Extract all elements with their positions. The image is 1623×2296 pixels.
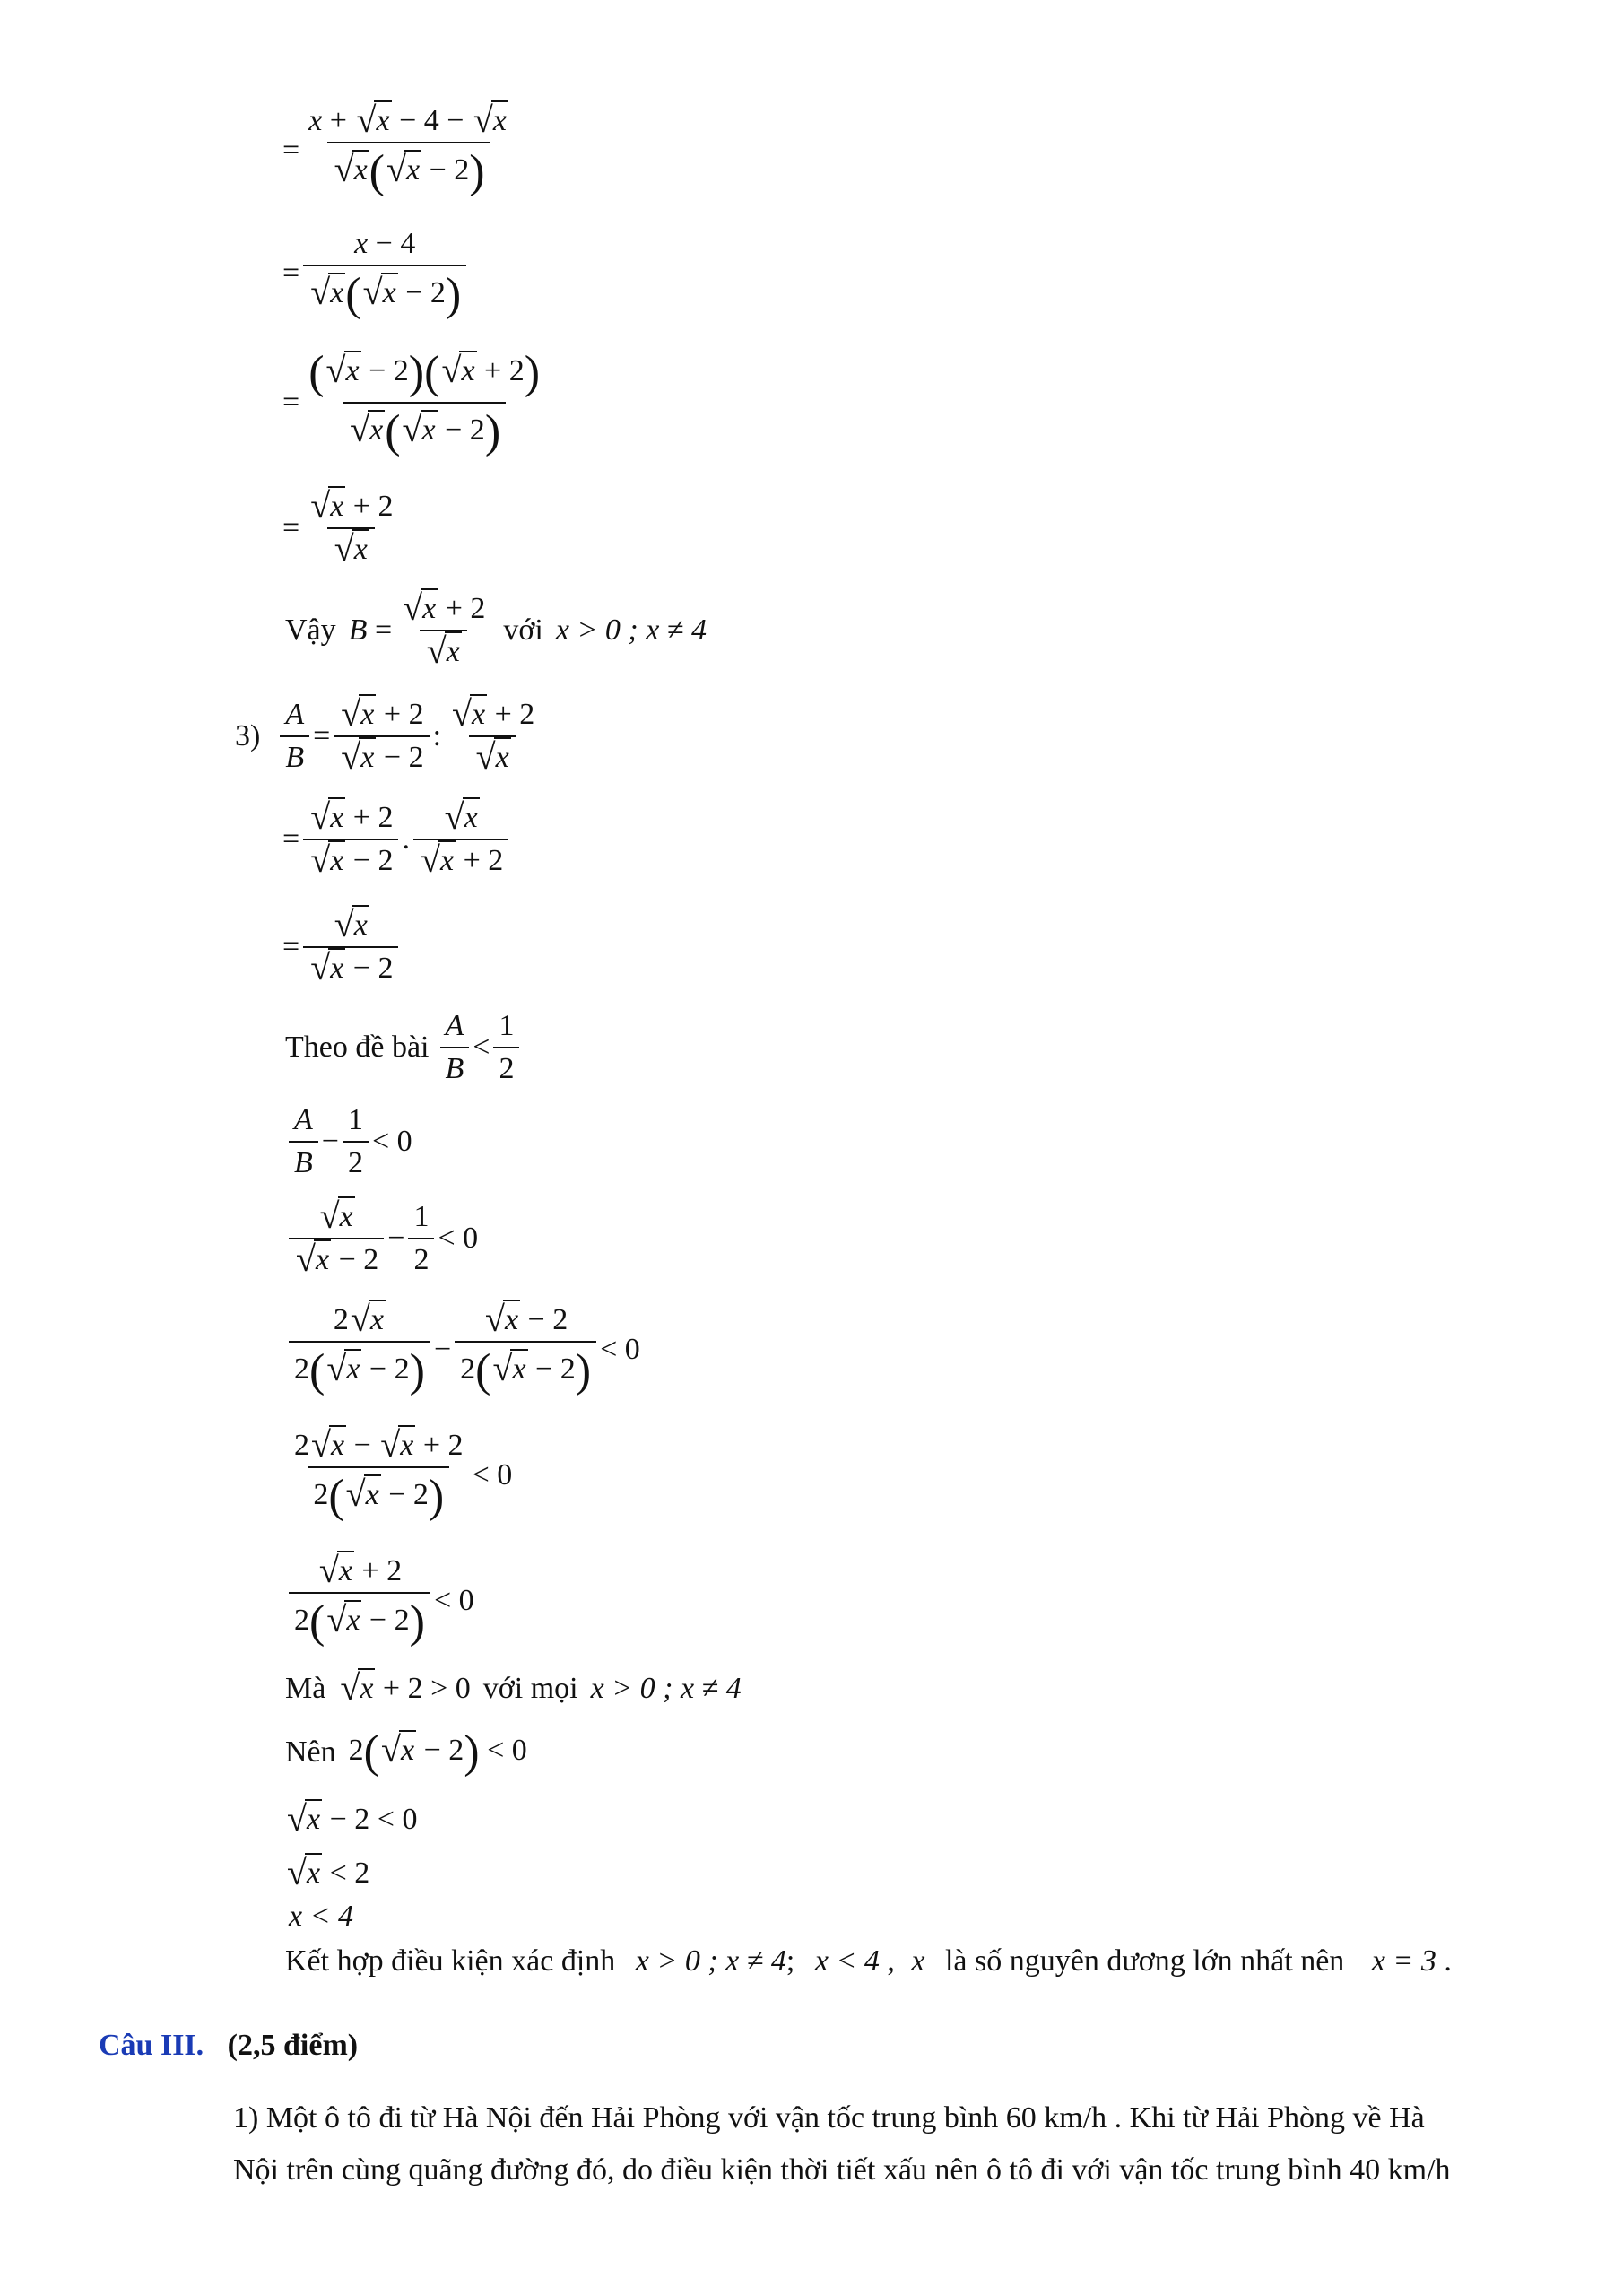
domain-condition-2: x > 0 ; x ≠ 4 <box>590 1672 742 1705</box>
label-vay: Vậy <box>285 613 336 647</box>
conclusion-b: Vậy B = √ x + 2 √ x với x > 0 ; x ≠ 4 <box>285 594 707 667</box>
equation-step-2: = x − 4 √ x(√ x − 2) <box>282 229 470 318</box>
part-3-start: 3) $\frac{A}{B}$ = √ x + 2 √ x − 2 : √ x + 2 √ x <box>235 700 543 773</box>
inequality-step-5: √ $\frac{x + 2}{2(√ x - 2)}$ < 0 <box>285 1556 474 1646</box>
label-la-so: là số nguyên dương lớn nhất nên <box>944 1944 1345 1978</box>
label-ma: Mà <box>285 1672 326 1705</box>
given-inequality: Theo đề bài $\frac{A}{B}$ < $\frac{1}{2}$ <box>285 1011 523 1084</box>
label-nen: Nên <box>285 1735 336 1769</box>
part-3-step-2: = √ x √ x − 2 <box>282 910 402 984</box>
part-3-label: 3) <box>235 719 261 752</box>
label-voi-moi: với mọi <box>482 1672 578 1705</box>
inequality-step-3: $\frac{2√ x}{2(√ x - 2)}$ − √ $\frac{x - 2}{2(√ x - 2)}$ < 0 <box>285 1305 640 1395</box>
section-points: (2,5 điểm) <box>227 2029 359 2062</box>
part-3-step-1: = √ x + 2 √ x − 2 . √ x √ x + 2 <box>282 803 512 876</box>
label-ket-hop: Kết hợp điều kiện xác định <box>285 1944 616 1978</box>
inequality-step-7: √ x < 2 <box>285 1858 369 1889</box>
inequality-step-1: $\frac{A}{B}$ − $\frac{1}{2}$ < 0 <box>285 1105 412 1178</box>
equation-step-1: = x + √ x − 4 − √ x √ x(√ x − 2) <box>282 106 517 196</box>
answer-value: x = 3 <box>1371 1944 1436 1978</box>
section-heading <box>99 2029 358 2063</box>
final-conclusion: Kết hợp điều kiện xác định x > 0 ; x ≠ 4; x < 4 , x là số nguyên dương lớn nhất nên x = 3 . <box>285 1944 1452 1978</box>
inequality-step-2: √ x √ x − 2 − $\frac{1}{2}$ < 0 <box>285 1202 478 1275</box>
therefore-note: Nên 2(√ x − 2) < 0 <box>285 1729 527 1776</box>
inequality-step-6: √ x − 2 < 0 <box>285 1805 417 1835</box>
domain-condition: x > 0 ; x ≠ 4 <box>555 613 707 647</box>
section-label: Câu III. <box>99 2029 204 2062</box>
equation-step-4: = √ x + 2 √ x <box>282 491 402 565</box>
domain-condition-3: x > 0 ; x ≠ 4 <box>635 1944 786 1978</box>
problem-1-line-2: Nội trên cùng quãng đường đó, do điều kiện thời tiết xấu nên ô tô đi với vận tốc trung bình 40 km/h <box>233 2153 1451 2187</box>
inequality-step-8 <box>289 1901 353 1932</box>
x-less-than-4-2: x < 4 <box>814 1944 880 1978</box>
x-less-than-4: x < 4 <box>289 1900 354 1933</box>
problem-1-line-1: 1) Một ô tô đi từ Hà Nội đến Hải Phòng với vận tốc trung bình 60 km/h . Khi từ Hải Phòng về Hà <box>233 2101 1425 2135</box>
inequality-step-4: $\frac{2√ x - √ x + 2}{2(√ x - 2)}$ < 0 <box>285 1431 512 1520</box>
positivity-note: Mà √ x + 2 > 0 với mọi x > 0 ; x ≠ 4 <box>285 1674 742 1704</box>
label-theo-de-bai: Theo đề bài <box>285 1031 430 1064</box>
equation-step-3: = (√ x − 2)(√ x + 2) √ x(√ x − 2) <box>282 350 549 456</box>
label-voi: với <box>503 613 543 647</box>
